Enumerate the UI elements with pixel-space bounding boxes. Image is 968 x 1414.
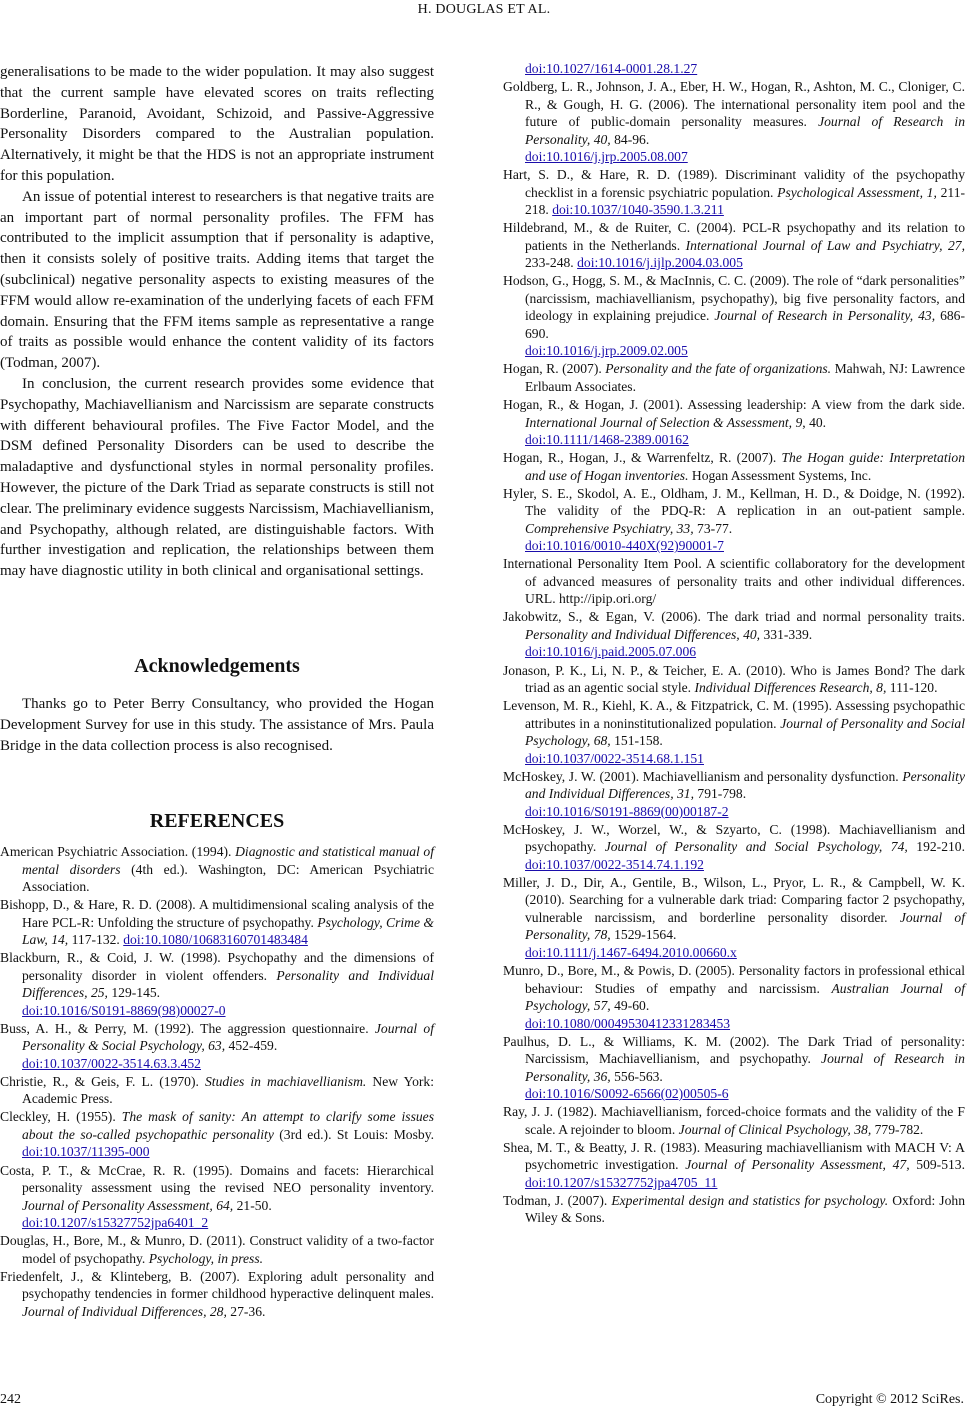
- doi-link[interactable]: doi:10.1016/j.jrp.2009.02.005: [525, 343, 688, 359]
- reference-entry: [0, 1073, 434, 1108]
- reference-text: 129-145.: [107, 985, 161, 1001]
- reference-entry: [503, 272, 965, 360]
- reference-source: Psychology, in press.: [148, 1250, 264, 1266]
- reference-text: 211-218.: [525, 184, 966, 218]
- reference-entry: [503, 1103, 965, 1138]
- reference-entry: [0, 1232, 434, 1267]
- reference-text: Hogan Assessment Systems, Inc.: [688, 467, 872, 483]
- reference-text: 111-120.: [886, 680, 938, 696]
- reference-entry: [0, 843, 434, 896]
- reference-text: Levenson, M. R., Kiehl, K. A., & Fitzpatrick, C. M. (1995). Assessing psychopathic attributes in a noninstitutionalized population.: [503, 698, 965, 731]
- reference-text: Hildebrand, M., & de Ruiter, C. (2004). PCL-R psychopathy and its relation to patients in the Netherlands.: [503, 220, 965, 253]
- reference-entry: [0, 1268, 434, 1321]
- reference-entry: [503, 662, 965, 697]
- acknowledgements-heading: Acknowledgements: [134, 655, 300, 677]
- doi-link[interactable]: doi:10.1016/j.ijlp.2004.03.005: [577, 255, 743, 271]
- doi-link[interactable]: doi:10.1037/0022-3514.63.3.452: [22, 1055, 201, 1071]
- page-number: 242: [0, 1392, 21, 1407]
- reference-source: Journal of Research in Personality, 36,: [525, 1051, 965, 1084]
- reference-source: Journal of Personality and Social Psychology, 68,: [525, 715, 965, 749]
- reference-text: Hyler, S. E., Skodol, A. E., Oldham, J. M., Kellman, H. D., & Doidge, N. (1992). The validity of the PDQ-R: A replication in an out-patient sample.: [503, 485, 965, 519]
- doi-link[interactable]: doi:10.1080/10683160701483484: [123, 932, 308, 948]
- doi-link[interactable]: doi:10.1037/11395-000: [22, 1144, 150, 1160]
- reference-entry: [503, 1192, 965, 1227]
- reference-text: Hogan, R., Hogan, J., & Warrenfeltz, R. (2007).: [503, 450, 782, 466]
- body-paragraph: In conclusion, the current research provides some evidence that Psychopathy, Machiavellianism and Narcissism are separate constructs with different behavioural profiles. The Five Factor Model, and the DSM defined Personality Disorders can be used to describe the maladaptive and dysfunctional styles in normal personality profiles. However, the picture of the Dark Triad as separate constructs is still not clear. The preliminary evidence suggests Narcissism, Machiavellianism, and Psychopathy, although related, are distinguishable factors. With further investigation and replication, the relationships between them may have diagnostic utility in both clinical and organisational settings.: [0, 375, 434, 580]
- reference-entry: [503, 1139, 965, 1192]
- doi-link[interactable]: doi:10.1016/S0191-8869(98)00027-0: [22, 1002, 226, 1018]
- reference-text: 791-798.: [694, 786, 747, 802]
- reference-source: Psychology, Crime & Law, 14,: [22, 914, 434, 948]
- reference-entry: [503, 166, 965, 219]
- reference-entry: [503, 874, 965, 962]
- reference-text: International Personality Item Pool. A scientific collaboratory for the development of advanced measures of personality traits and other individual differences. URL. http://ipip.ori.org/: [503, 556, 965, 607]
- doi-link[interactable]: doi:10.1016/j.paid.2005.07.006: [525, 644, 697, 660]
- doi-link[interactable]: doi:10.1016/S0092-6566(02)00505-6: [525, 1086, 729, 1102]
- reference-entry: [503, 78, 965, 166]
- reference-text: Friedenfelt, J., & Klinteberg, B. (2007). Exploring adult personality and psychopathy tendencies in former childhood hyperactive delinquent males.: [0, 1268, 434, 1302]
- references-heading: REFERENCES: [149, 810, 285, 832]
- reference-list-left: [0, 843, 434, 1321]
- reference-entry: [503, 449, 965, 484]
- body-paragraph: An issue of potential interest to researchers is that negative traits are an important part of normal personality profiles. The FFM has contributed to the implicit assumption that if personality is adaptive, then it consists solely of positive traits. Adding items that target the (subclinical) negative personality aspects to existing measures of the FFM would allow re-examination of the underlying facets of each FFM domain. Ensuring that the FFM items sample as representative a range of traits as possible would enhance the content validity of its factors (Todman, 2007).: [0, 188, 434, 372]
- reference-source: Diagnostic and statistical manual of mental disorders: [22, 844, 434, 877]
- reference-text: Munro, D., Bore, M., & Powis, D. (2005). Personality factors in professional ethical behaviour: Studies of empathy and narcissism.: [503, 963, 965, 996]
- copyright-notice: Copyright © 2012 SciRes.: [815, 1392, 964, 1407]
- reference-text: 117-132.: [68, 932, 124, 948]
- doi-link[interactable]: doi:10.1207/s15327752jpa4705_11: [525, 1174, 718, 1190]
- reference-text: McHoskey, J. W. (2001). Machiavellianism and personality dysfunction.: [503, 768, 903, 784]
- reference-text: Blackburn, R., & Coid, J. W. (1998). Psychopathy and the dimensions of personality disorder in violent offenders.: [0, 950, 434, 983]
- reference-source: International Journal of Selection & Assessment, 9: [525, 414, 803, 430]
- reference-entry: [503, 555, 965, 608]
- doi-link[interactable]: doi:10.1111/j.1467-6494.2010.00660.x: [525, 944, 737, 960]
- reference-list-right: [503, 60, 965, 1227]
- reference-entry: [503, 396, 965, 449]
- reference-text: 1529-1564.: [610, 927, 677, 943]
- reference-text: Hogan, R. (2007).: [503, 361, 606, 377]
- reference-text: Cleckley, H. (1955).: [0, 1109, 122, 1125]
- reference-text: , 40.: [802, 414, 827, 430]
- reference-entry: [503, 219, 965, 272]
- reference-source: Personality and Individual Differences, 25,: [22, 967, 434, 1001]
- reference-text: Jonason, P. K., Li, N. P., & Teicher, E. A. (2010). Who is James Bond? The dark triad as an agentic social style.: [503, 662, 965, 696]
- reference-entry: [0, 1108, 434, 1161]
- reference-text: 84-96.: [610, 131, 650, 147]
- reference-text: Buss, A. H., & Perry, M. (1992). The aggression questionnaire.: [0, 1020, 375, 1036]
- reference-entry: [503, 608, 965, 661]
- doi-link[interactable]: doi:10.1037/0022-3514.74.1.192: [525, 856, 704, 872]
- reference-source: Personality and Individual Differences, 31,: [525, 768, 965, 802]
- reference-source: Experimental design and statistics for psychology.: [611, 1192, 889, 1208]
- reference-text: 192-210.: [907, 839, 965, 855]
- reference-source: Journal of Individual Differences, 28,: [22, 1303, 227, 1319]
- reference-text: 151-158.: [610, 733, 663, 749]
- reference-text: 686-690.: [525, 308, 966, 341]
- reference-text: Miller, J. D., Dir, A., Gentile, B., Wilson, L., Pryor, L. R., & Campbell, W. K. (2010). Searching for a vulnerable dark triad: Comparing factor 2 psychopathy, vulnerable narcissism, and borderline personality disorder.: [503, 874, 965, 925]
- reference-text: 556-563.: [610, 1068, 663, 1084]
- reference-text: 21-50.: [233, 1197, 272, 1213]
- reference-text: Jakobwitz, S., & Egan, V. (2006). The dark triad and normal personality traits.: [503, 609, 965, 625]
- doi-link[interactable]: doi:10.1016/0010-440X(92)90001-7: [525, 538, 724, 554]
- reference-text: 452-459.: [225, 1038, 278, 1054]
- body-paragraph: generalisations to be made to the wider population. It may also suggest that the current sample have elevated scores on traits reflecting Borderline, Paranoid, Avoidant, Schizoid, and Passive-Aggressive Personality Disorders compared to the Australian population. Alternatively, it might be that the HDS is not an appropriate instrument for this population.: [0, 64, 434, 184]
- reference-text: Hart, S. D., & Hare, R. D. (1989). Discriminant validity of the psychopathy checklist in a forensic psychiatric population.: [503, 167, 965, 200]
- reference-source: Australian Journal of Psychology, 57,: [525, 980, 966, 1013]
- reference-text: Shea, M. T., & Beatty, J. R. (1983). Measuring machiavellianism with MACH V: A psychometric investigation.: [503, 1139, 965, 1173]
- reference-source: The Hogan guide: Interpretation and use of Hogan inventories.: [525, 450, 965, 483]
- reference-text: Paulhus, D. L., & Williams, K. M. (2002). The Dark Triad of personality: Narcissism, Machiavellianism, and psychopathy.: [503, 1033, 965, 1067]
- reference-text: Christie, R., & Geis, F. L. (1970).: [0, 1073, 205, 1089]
- reference-entry: [503, 697, 965, 767]
- reference-text: 331-339.: [760, 626, 813, 642]
- reference-entry: [0, 896, 434, 949]
- doi-link[interactable]: doi:10.1080/00049530412331283453: [525, 1015, 731, 1031]
- reference-source: Journal of Personality and Social Psychology, 74,: [604, 839, 908, 855]
- reference-source: Studies in machiavellianism.: [205, 1073, 367, 1089]
- doi-link[interactable]: doi:10.1016/j.jrp.2005.08.007: [525, 149, 688, 165]
- reference-text: New York: Academic Press.: [22, 1073, 434, 1107]
- reference-source: The mask of sanity: An attempt to clarify some issues about the so-called psychopathic personality: [22, 1109, 434, 1142]
- reference-entry: [0, 949, 434, 1019]
- doi-link[interactable]: doi:10.1111/1468-2389.00162: [525, 432, 689, 448]
- reference-entry: [0, 1020, 434, 1073]
- reference-entry: [0, 1162, 434, 1232]
- reference-source: Journal of Research in Personality, 40,: [525, 114, 965, 147]
- reference-source: Journal of Research in Personality, 43,: [714, 308, 936, 324]
- acknowledgements-section: [0, 694, 434, 756]
- reference-source: Comprehensive Psychiatry, 33,: [525, 520, 694, 536]
- reference-text: Douglas, H., Bore, M., & Munro, D. (2011). Construct validity of a two-factor model of psychopathy.: [0, 1233, 434, 1266]
- reference-text: Hodson, G., Hogg, S. M., & MacInnis, C. C. (2009). The role of “dark personalities” (narcissism, machiavellianism, psychopathy), big five personality factors, and ideology in explaining prejudice.: [503, 273, 965, 324]
- reference-text: Mahwah, NJ: Lawrence Erlbaum Associates.: [525, 361, 965, 394]
- reference-text: Hogan, R., & Hogan, J. (2001). Assessing leadership: A view from the dark side.: [503, 397, 965, 413]
- reference-entry: [503, 360, 965, 395]
- body-text: [0, 62, 434, 582]
- reference-text: Oxford: John Wiley & Sons.: [525, 1192, 965, 1226]
- reference-text: Costa, P. T., & McCrae, R. R. (1995). Domains and facets: Hierarchical personality assessment using the revised NEO personality inventory.: [0, 1162, 434, 1196]
- reference-entry: [503, 1033, 965, 1103]
- reference-text: 779-782.: [871, 1121, 924, 1137]
- doi-link[interactable]: doi:10.1037/0022-3514.68.1.151: [525, 750, 704, 766]
- reference-entry: [503, 962, 965, 1032]
- doi-link[interactable]: doi:10.1037/1040-3590.1.3.211: [552, 202, 724, 218]
- reference-entry: [503, 485, 965, 555]
- reference-text: 73-77.: [693, 520, 733, 536]
- reference-source: Individual Differences Research, 8,: [694, 680, 887, 696]
- reference-text: 49-60.: [610, 998, 650, 1013]
- reference-text: 233-248.: [525, 255, 578, 271]
- reference-text: 27-36.: [226, 1303, 266, 1319]
- reference-text: Goldberg, L. R., Johnson, J. A., Eber, H. W., Hogan, R., Ashton, M. C., Cloniger, C. R., & Gough, H. G. (2006). The international personality item pool and the future of public-domain personality measures.: [503, 79, 965, 130]
- reference-source: Journal of Clinical Psychology, 38,: [678, 1121, 872, 1137]
- reference-text: 509-513.: [909, 1157, 965, 1173]
- reference-source: Personality and the fate of organizations.: [605, 361, 832, 377]
- reference-entry: [503, 821, 965, 874]
- reference-text: Bishopp, D., & Hare, R. D. (2008). A multidimensional scaling analysis of the Hare PCL-R: Unfolding the structure of psychopathy.: [0, 897, 434, 930]
- reference-text: McHoskey, J. W., Worzel, W., & Szyarto, C. (1998). Machiavellianism and psychopathy.: [503, 821, 965, 855]
- reference-source: Personality and Individual Differences, 40,: [525, 626, 761, 642]
- reference-source: International Journal of Law and Psychiatry, 27,: [685, 237, 966, 253]
- reference-source: Psychological Assessment, 1,: [777, 184, 937, 200]
- reference-source: Journal of Personality & Social Psychology, 63,: [22, 1020, 434, 1054]
- reference-text: Todman, J. (2007).: [503, 1192, 612, 1208]
- reference-text: Ray, J. J. (1982). Machiavellianism, forced-choice formats and the validity of the F scale. A rejoinder to bloom.: [503, 1104, 965, 1137]
- reference-text: (4th ed.). Washington, DC: American Psychiatric Association.: [22, 861, 434, 894]
- doi-link[interactable]: doi:10.1027/1614-0001.28.1.27: [525, 61, 698, 76]
- reference-text: American Psychiatric Association. (1994).: [0, 844, 236, 859]
- doi-link[interactable]: doi:10.1016/S0191-8869(00)00187-2: [525, 803, 729, 819]
- reference-source: Journal of Personality, 78,: [525, 909, 965, 943]
- reference-source: Journal of Personality Assessment, 47,: [685, 1157, 910, 1173]
- reference-source: Journal of Personality Assessment, 64,: [22, 1197, 234, 1213]
- reference-text: (3rd ed.). St Louis: Mosby.: [273, 1126, 435, 1142]
- running-header: H. DOUGLAS ET AL.: [417, 2, 551, 17]
- doi-link[interactable]: doi:10.1207/s15327752jpa6401_2: [22, 1215, 209, 1231]
- acknowledgements-text: Thanks go to Peter Berry Consultancy, who provided the Hogan Development Survey for use in this study. The assistance of Mrs. Paula Bridge in the data collection process is also recognised.: [0, 696, 434, 754]
- reference-entry: [503, 768, 965, 821]
- reference-entry: [503, 60, 965, 78]
